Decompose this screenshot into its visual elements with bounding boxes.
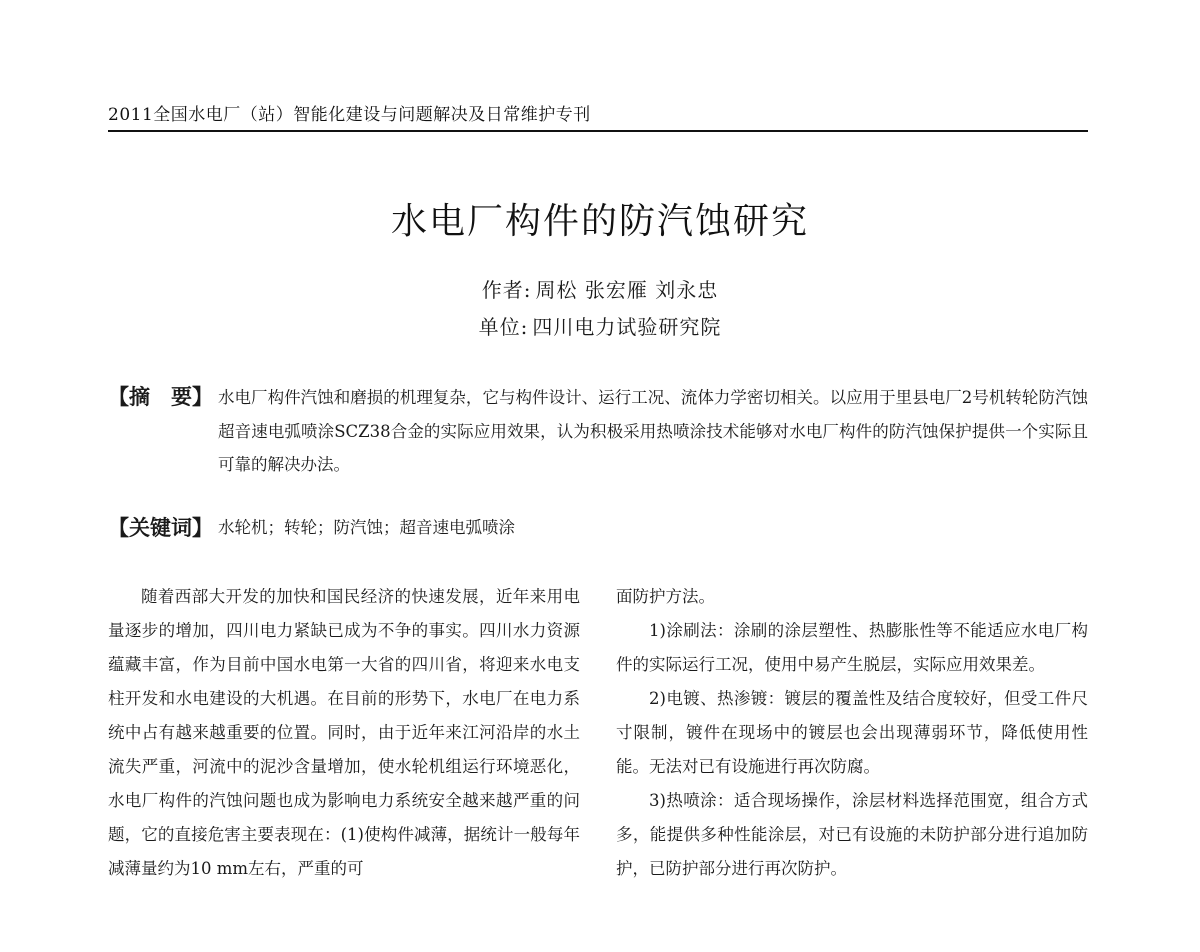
abstract-text: 水电厂构件汽蚀和磨损的机理复杂，它与构件设计、运行工况、流体力学密切相关。以应用于里县电厂2号机转轮防汽蚀超音速电弧喷涂SCZ38合金的实际应用效果，认为积极采用热喷涂技术能够对水电厂构件的防汽蚀保护提供一个实际且可靠的解决办法。 — [218, 388, 1088, 474]
body-paragraph: 面防护方法。 — [616, 587, 715, 606]
affiliation-label: 单位: — [478, 315, 529, 339]
body-paragraph: 2)电镀、热渗镀：镀层的覆盖性及结合度较好，但受工件尺寸限制，镀件在现场中的镀层也会出现薄弱环节，降低使用性能。无法对已有设施进行再次防腐。 — [616, 689, 1088, 776]
body-paragraph: 3)热喷涂：适合现场操作，涂层材料选择范围宽，组合方式多，能提供多种性能涂层，对已有设施的未防护部分进行追加防护，已防护部分进行再次防护。 — [616, 791, 1088, 878]
affiliation-line — [0, 313, 1200, 341]
abstract-label: 【摘 要】 — [108, 385, 213, 409]
body-paragraph: 1)涂刷法：涂刷的涂层塑性、热膨胀性等不能适应水电厂构件的实际运行工况，使用中易产生脱层，实际应用效果差。 — [616, 621, 1088, 674]
header-rule — [108, 130, 1088, 132]
abstract-block — [108, 381, 1088, 482]
affiliation-name: 四川电力试验研究院 — [532, 315, 722, 339]
running-header: 2011全国水电厂（站）智能化建设与问题解决及日常维护专刊 — [108, 105, 591, 125]
body-right-column — [616, 580, 1088, 886]
keywords-label: 【关键词】 — [108, 516, 213, 540]
authors-label: 作者: — [481, 278, 532, 302]
body-left-column — [108, 580, 580, 886]
paper-title: 水电厂构件的防汽蚀研究 — [390, 201, 809, 242]
authors-line — [0, 276, 1200, 304]
authors-names: 周松 张宏雁 刘永忠 — [535, 278, 719, 302]
keywords-block — [108, 512, 1088, 544]
keywords-text: 水轮机；转轮；防汽蚀；超音速电弧喷涂 — [218, 518, 515, 537]
body-paragraph: 随着西部大开发的加快和国民经济的快速发展，近年来用电量逐步的增加，四川电力紧缺已成为不争的事实。四川水力资源蕴藏丰富，作为目前中国水电第一大省的四川省，将迎来水电支柱开发和水电建设的大机遇。在目前的形势下，水电厂在电力系统中占有越来越重要的位置。同时，由于近年来江河沿岸的水土流失严重，河流中的泥沙含量增加，使水轮机组运行环境恶化，水电厂构件的汽蚀问题也成为影响电力系统安全越来越严重的问题，它的直接危害主要表现在：(1)使构件减薄，据统计一般每年减薄量约为10 mm左右，严重的可 — [108, 587, 580, 878]
